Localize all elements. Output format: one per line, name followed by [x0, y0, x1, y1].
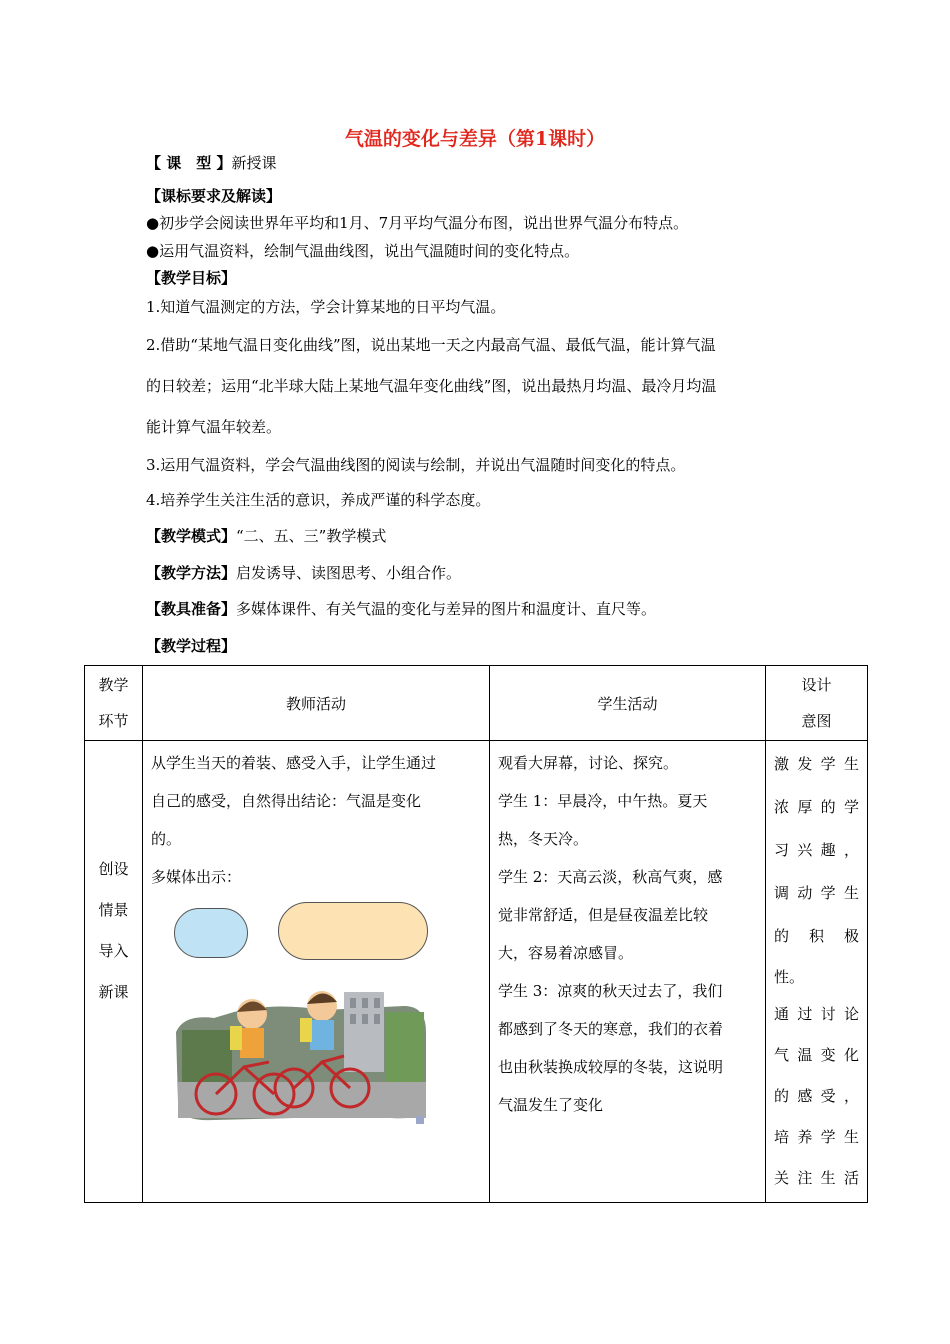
table-header-row [85, 666, 868, 741]
course-type-label: 【 课 型 】 [146, 154, 232, 172]
tools-line [146, 599, 656, 619]
objective-line: 4.培养学生关注生活的意识，养成严谨的科学态度。 [146, 491, 491, 509]
header-teacher: 教师活动 [143, 666, 490, 741]
objective-line: 1.知道气温测定的方法，学会计算某地的日平均气温。 [146, 298, 506, 316]
process-heading: 【教学过程】 [146, 637, 237, 655]
objective-line: 2.借助“某地气温日变化曲线”图，说出某地一天之内最高气温、最低气温，能计算气温 [146, 336, 716, 354]
table-row [85, 741, 868, 1203]
speech-bubble-left [174, 908, 248, 958]
header-student: 学生活动 [490, 666, 766, 741]
student-cell: 观看大屏幕，讨论、探究。 学生 1：早晨冷，中午热。夏天 热，冬天冷。 学生 2：天高云淡，秋高气爽，感 觉非常舒适，但是昼夜温差比较 大，容易着凉感冒。 学生 3：凉爽的秋天过去了，我们 都感到了冬天的寒意，我们的衣着 也由秋装换成较厚的冬装，这说明 气温发生了变化 [490, 741, 766, 1203]
page-title: 气温的变化与差异（第1课时） [344, 128, 606, 150]
design-cell: 激发学生 浓厚的学 习兴趣， 调动学生 的 积 极 性。 通过讨论 气温变化 的感受， 培养学生 关注生活 [766, 741, 868, 1203]
standards-heading: 【课标要求及解读】 [146, 187, 282, 205]
course-type-line [146, 153, 276, 173]
tools-value: 多媒体课件、有关气温的变化与差异的图片和温度计、直尺等。 [236, 600, 657, 618]
method-label: 【教学方法】 [146, 564, 237, 582]
method-value: 启发诱导、读图思考、小组合作。 [236, 564, 462, 582]
speech-bubble-right [278, 902, 428, 960]
objective-line: 的日较差；运用“北半球大陆上某地气温年变化曲线”图，说出最热月均温、最冷月均温 [146, 377, 717, 395]
header-stage: 教学 环节 [85, 666, 143, 741]
standards-item: ●初步学会阅读世界年平均和1月、7月平均气温分布图，说出世界气温分布特点。 [146, 214, 689, 232]
teacher-cell: 从学生当天的着装、感受入手，让学生通过 自己的感受，自然得出结论：气温是变化 的。 多媒体出示： [143, 741, 490, 1203]
objective-line: 3.运用气温资料，学会气温曲线图的阅读与绘制，并说出气温随时间变化的特点。 [146, 456, 686, 474]
mode-value: “二、五、三”教学模式 [236, 527, 387, 545]
course-type-value: 新授课 [231, 154, 277, 172]
stage-cell: 创设 情景 导入 新课 [85, 741, 143, 1203]
standards-item: ●运用气温资料，绘制气温曲线图，说出气温随时间的变化特点。 [146, 242, 580, 260]
teaching-process-table [84, 665, 868, 1203]
cyclists-illustration [174, 902, 429, 1132]
mode-line [146, 526, 386, 546]
header-design: 设计 意图 [766, 666, 868, 741]
mode-label: 【教学模式】 [146, 527, 237, 545]
objective-line: 能计算气温年较差。 [146, 418, 282, 436]
objectives-heading: 【教学目标】 [146, 269, 237, 287]
method-line [146, 563, 461, 583]
tools-label: 【教具准备】 [146, 600, 237, 618]
